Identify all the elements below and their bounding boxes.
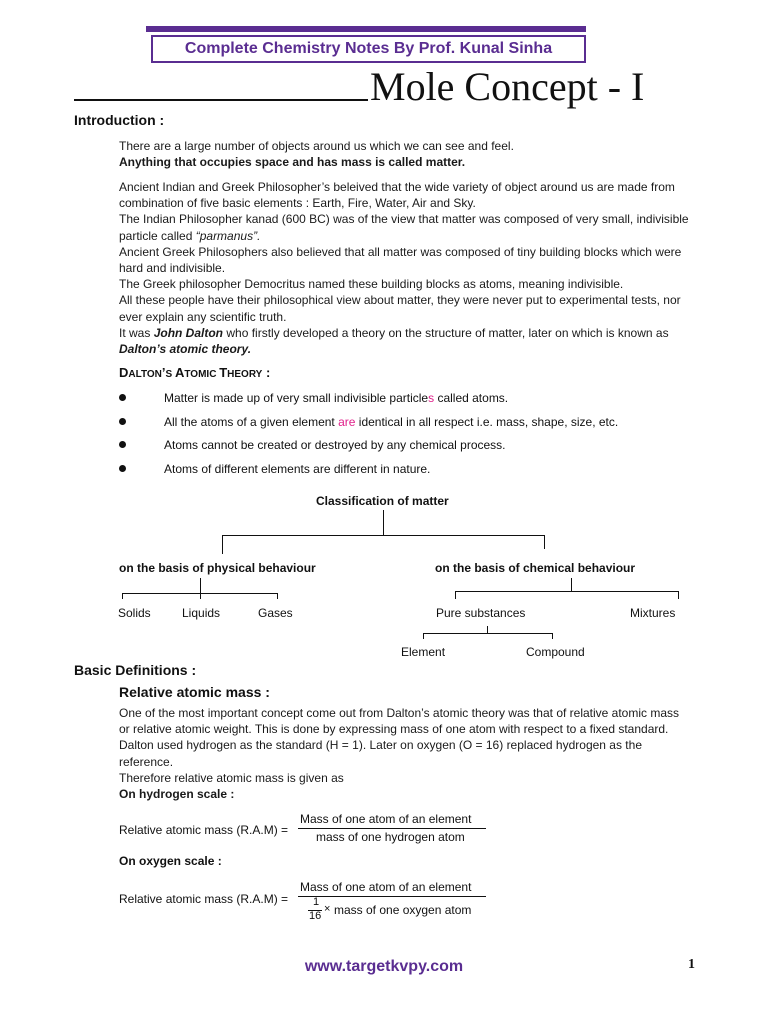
heading-part: D	[119, 365, 129, 380]
bullet-dot	[119, 441, 126, 448]
formula-numerator: Mass of one atom of an element	[300, 880, 472, 894]
ram-line: Dalton used hydrogen as the standard (H = 1). Later on oxygen (O = 16) replaced hydrogen as the reference.	[119, 738, 642, 769]
heading-part: HEORY	[227, 369, 263, 380]
bullet-text: Atoms of different elements are different in nature.	[164, 462, 431, 476]
intro-line: ever explain any scientific truth.	[119, 309, 287, 324]
highlight-text: s	[428, 391, 435, 405]
connector-line	[222, 535, 545, 536]
heading-part: TOMIC	[184, 369, 220, 380]
intro-line: Ancient Greek Philosophers also believed that all matter was composed of tiny building blocks which were	[119, 244, 682, 259]
times-sign: ×	[324, 903, 331, 915]
bullet-text: Atoms cannot be created or destroyed by any chemical process.	[164, 438, 506, 452]
relative-atomic-mass-heading: Relative atomic mass :	[119, 684, 270, 700]
ram-formula-label: Relative atomic mass (R.A.M) =	[119, 892, 289, 906]
bullet-dot	[119, 394, 126, 401]
heading-part: A	[174, 365, 185, 380]
bullet-text	[164, 391, 508, 405]
text-part: All the atoms of a given element	[164, 415, 339, 429]
solids-label: Solids	[118, 606, 151, 620]
parmanus-term: “parmanus”.	[195, 228, 261, 243]
dalton-theory-heading	[119, 365, 270, 380]
formula-denominator: mass of one hydrogen atom	[316, 830, 465, 844]
title-rule	[74, 99, 368, 101]
ram-paragraph	[119, 705, 699, 802]
formula-numerator: Mass of one atom of an element	[300, 812, 472, 826]
heading-part: T	[219, 365, 228, 380]
page-title: Mole Concept - I	[370, 64, 645, 109]
basic-definitions-heading: Basic Definitions :	[74, 662, 197, 678]
pure-substances-label: Pure substances	[436, 606, 526, 620]
intro-line: hard and indivisible.	[119, 261, 226, 276]
compound-label: Compound	[526, 645, 585, 659]
connector-line	[383, 510, 384, 535]
classification-title: Classification of matter	[316, 494, 449, 508]
daltons-atomic-theory-term: Dalton’s atomic theory.	[119, 342, 252, 357]
page-number: 1	[688, 957, 695, 972]
connector-line	[277, 593, 278, 599]
connector-line	[455, 591, 456, 599]
connector-line	[455, 591, 679, 592]
heading-part: S	[165, 369, 175, 380]
john-dalton: John Dalton	[153, 325, 224, 340]
bullet-text	[164, 415, 618, 429]
connector-line	[571, 578, 572, 591]
element-label: Element	[401, 645, 446, 659]
intro-line: All these people have their philosophical view about matter, they were never put to experimental tests, nor	[119, 293, 681, 308]
ram-line: Therefore relative atomic mass is given as	[119, 770, 344, 785]
connector-line	[200, 593, 201, 599]
heading-part: ALTON	[128, 369, 162, 380]
connector-line	[423, 633, 553, 634]
connector-line	[552, 633, 553, 639]
introduction-heading: Introduction :	[74, 112, 165, 128]
mixtures-label: Mixtures	[630, 606, 676, 620]
intro-line: The Greek philosopher Democritus named these building blocks as atoms, meaning indivisible.	[119, 277, 624, 292]
formula-denominator: mass of one oxygen atom	[334, 903, 472, 917]
highlight-text: are	[338, 415, 356, 429]
fraction-bar	[298, 828, 486, 829]
chemical-basis-label: on the basis of chemical behaviour	[435, 561, 636, 575]
intro-line	[119, 325, 699, 341]
bullet-dot	[119, 465, 126, 472]
heading-part: ’	[161, 365, 166, 380]
text-part: called atoms.	[434, 391, 509, 405]
connector-line	[423, 633, 424, 639]
heading-part: :	[262, 365, 271, 380]
connector-line	[122, 593, 123, 599]
ram-formula-label: Relative atomic mass (R.A.M) =	[119, 823, 289, 837]
connector-line	[544, 535, 545, 549]
fraction-bar	[298, 896, 486, 897]
matter-definition: Anything that occupies space and has mass is called matter.	[119, 155, 466, 170]
hydrogen-scale-label: On hydrogen scale :	[119, 787, 235, 802]
bullet-dot	[119, 418, 126, 425]
intro-line	[119, 228, 699, 244]
text-part: identical in all respect i.e. mass, shape, size, etc.	[355, 415, 619, 429]
liquids-label: Liquids	[182, 606, 221, 620]
intro-paragraph-1	[119, 138, 699, 170]
intro-paragraph-2	[119, 179, 699, 357]
intro-text: particle called	[119, 228, 196, 243]
oxygen-scale-label: On oxygen scale :	[119, 854, 222, 868]
header-bar	[146, 26, 586, 32]
one-sixteenth-numerator: 1	[313, 896, 320, 908]
intro-text: It was	[119, 325, 154, 340]
intro-line: Ancient Indian and Greek Philosopher’s beleived that the wide variety of object around us are made from	[119, 180, 675, 194]
connector-line	[222, 535, 223, 554]
one-sixteenth-denominator: 16	[309, 910, 322, 922]
gases-label: Gases	[258, 606, 293, 620]
intro-text: who firstly developed a theory on the structure of matter, later on which is known as	[223, 325, 669, 340]
intro-line: There are a large number of objects around us which we can see and feel.	[119, 139, 514, 153]
footer-url[interactable]: www.targetkvpy.com	[304, 958, 464, 975]
ram-line: One of the most important concept come out from Dalton’s atomic theory was that of relative atomic mass	[119, 706, 680, 720]
banner-text: Complete Chemistry Notes By Prof. Kunal Sinha	[184, 40, 553, 57]
text-part: Matter is made up of very small indivisible particle	[164, 391, 429, 405]
notes-banner	[151, 35, 586, 63]
ram-line: or relative atomic weight. This is done by expressing mass of one atom with respect to a fixed standard.	[119, 722, 669, 737]
intro-line: combination of five basic elements : Earth, Fire, Water, Air and Sky.	[119, 196, 476, 211]
connector-line	[487, 626, 488, 633]
connector-line	[200, 578, 201, 593]
physical-basis-label: on the basis of physical behaviour	[119, 561, 316, 575]
connector-line	[678, 591, 679, 599]
intro-line: The Indian Philosopher kanad (600 BC) was of the view that matter was composed of very small, indivisible	[119, 212, 689, 227]
